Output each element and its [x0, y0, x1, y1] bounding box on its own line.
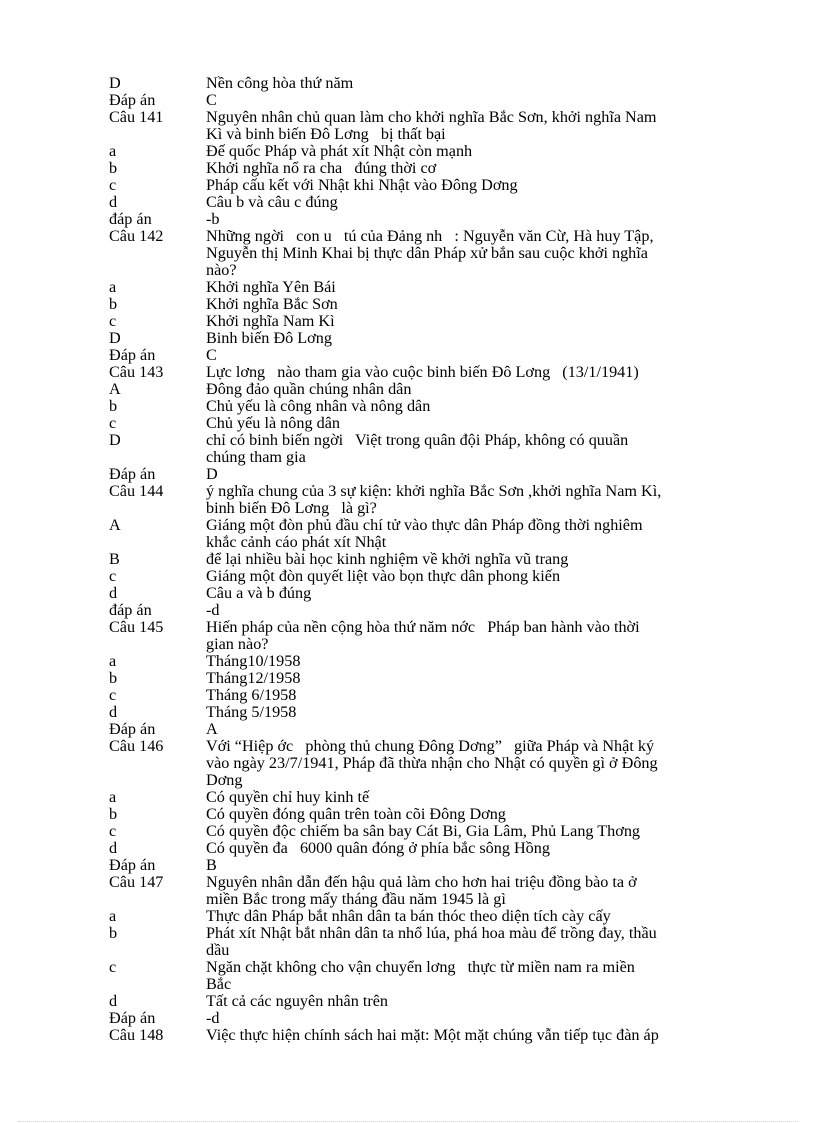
question-row: [109, 109, 749, 143]
row-text: Tất cả các nguyên nhân trên: [206, 992, 389, 1010]
row-text: Tháng10/1958: [206, 652, 301, 670]
question-row: [109, 160, 749, 177]
row-text: -b: [206, 210, 220, 228]
row-text: Thực dân Pháp bắt nhân dân ta bán thóc theo diện tích cày cấy: [206, 907, 611, 925]
row-label: Đáp án: [109, 346, 156, 364]
row-label: a: [109, 907, 117, 925]
question-row: [109, 925, 749, 959]
row-label: b: [109, 295, 118, 313]
row-text: B: [206, 856, 217, 874]
row-text: chỉ có binh biến ngời Việt trong quân đội Pháp, không có quuần chúng tham gia: [206, 431, 629, 466]
row-text: Chủ yếu là công nhân và nông dân: [206, 397, 431, 415]
row-text: Câu b và câu c đúng: [206, 193, 338, 211]
row-text: Tháng 5/1958: [206, 703, 297, 721]
row-text: Nguyên nhân chủ quan làm cho khởi nghĩa Bắc Sơn, khởi nghĩa Nam Kì và binh biến Đô Lơng bị thất bại: [206, 108, 657, 143]
row-label: D: [109, 74, 121, 92]
row-text: Đông đảo quần chúng nhân dân: [206, 380, 412, 398]
row-label: a: [109, 142, 117, 160]
question-row: [109, 466, 749, 483]
question-row: [109, 415, 749, 432]
question-row: [109, 296, 749, 313]
row-text: Giáng một đòn phủ đầu chí tử vào thực dân Pháp đồng thời nghiêm khắc cảnh cáo phát xít Nhật: [206, 516, 643, 551]
question-row: [109, 75, 749, 92]
row-label: a: [109, 788, 117, 806]
row-label: Câu 143: [109, 363, 164, 381]
question-row: [109, 653, 749, 670]
question-list: [109, 75, 749, 1044]
row-label: b: [109, 805, 118, 823]
question-row: [109, 551, 749, 568]
question-row: [109, 721, 749, 738]
row-text: Với “Hiệp ớc phòng thủ chung Đông Dơng” giữa Pháp và Nhật ký vào ngày 23/7/1941, Pháp đã thừa nhận cho Nhật có quyền gì ở Đông Dơng: [206, 737, 658, 789]
row-text: Tháng12/1958: [206, 669, 301, 687]
question-row: [109, 806, 749, 823]
row-label: B: [109, 550, 120, 568]
row-label: b: [109, 924, 118, 942]
row-text: Binh biến Đô Lơng: [206, 329, 332, 347]
question-row: [109, 704, 749, 721]
question-row: [109, 585, 749, 602]
row-label: b: [109, 159, 118, 177]
row-text: Hiến pháp của nền cộng hòa thứ năm nớc Pháp ban hành vào thời gian nào?: [206, 618, 640, 653]
question-row: [109, 279, 749, 296]
question-row: [109, 840, 749, 857]
row-text: D: [206, 465, 218, 483]
question-row: [109, 228, 749, 279]
row-text: Câu a và b đúng: [206, 584, 312, 602]
row-label: c: [109, 567, 117, 585]
row-label: Câu 144: [109, 482, 164, 500]
question-row: [109, 330, 749, 347]
row-text: Nền công hòa thứ năm: [206, 74, 354, 92]
question-row: [109, 959, 749, 993]
row-label: Câu 148: [109, 1026, 164, 1044]
row-label: a: [109, 652, 117, 670]
row-label: Đáp án: [109, 1009, 156, 1027]
row-label: c: [109, 414, 117, 432]
row-label: b: [109, 397, 118, 415]
row-text: Những ngời con u tú của Đảng nh : Nguyễn văn Cừ, Hà huy Tập, Nguyễn thị Minh Khai bị thực dân Pháp xử bắn sau cuộc khởi nghĩa nào?: [206, 227, 654, 279]
row-text: A: [206, 720, 218, 738]
question-row: [109, 211, 749, 228]
row-text: Có quyền đóng quân trên toàn cõi Đông Dơng: [206, 805, 506, 823]
row-text: Pháp cấu kết với Nhật khi Nhật vào Đông Dơng: [206, 176, 518, 194]
row-label: c: [109, 686, 117, 704]
question-row: [109, 789, 749, 806]
row-text: Việc thực hiện chính sách hai mặt: Một mặt chúng vẫn tiếp tục đàn áp: [206, 1026, 659, 1044]
row-text: Khởi nghĩa Bắc Sơn: [206, 295, 338, 313]
row-label: a: [109, 278, 117, 296]
row-label: đáp án: [109, 210, 152, 228]
row-label: Đáp án: [109, 91, 156, 109]
question-row: [109, 738, 749, 789]
row-text: Tháng 6/1958: [206, 686, 297, 704]
question-row: [109, 313, 749, 330]
row-text: Nguyên nhân dẫn đến hậu quả làm cho hơn hai triệu đồng bào ta ở miền Bắc trong mấy tháng đầu năm 1945 là gì: [206, 873, 637, 908]
row-label: c: [109, 176, 117, 194]
row-label: Đáp án: [109, 465, 156, 483]
row-label: b: [109, 669, 118, 687]
row-text: ý nghĩa chung của 3 sự kiện: khởi nghĩa Bắc Sơn ,khởi nghĩa Nam Kì, binh biến Đô Lơng là gì?: [206, 482, 662, 517]
row-label: Đáp án: [109, 856, 156, 874]
question-row: [109, 194, 749, 211]
row-label: c: [109, 312, 117, 330]
row-text: Có quyền độc chiếm ba sân bay Cát Bi, Gia Lâm, Phủ Lang Thơng: [206, 822, 641, 840]
row-text: để lại nhiều bài học kinh nghiệm về khởi nghĩa vũ trang: [206, 550, 569, 568]
row-text: -d: [206, 1009, 220, 1027]
row-text: Lực lơng nào tham gia vào cuộc binh biến Đô Lơng (13/1/1941): [206, 363, 639, 381]
question-row: [109, 1010, 749, 1027]
question-row: [109, 143, 749, 160]
row-label: A: [109, 380, 121, 398]
row-label: Câu 145: [109, 618, 164, 636]
question-row: [109, 908, 749, 925]
page-bottom-divider: [18, 1121, 798, 1122]
question-row: [109, 568, 749, 585]
question-row: [109, 687, 749, 704]
row-label: Câu 142: [109, 227, 164, 245]
row-label: d: [109, 584, 118, 602]
row-label: Câu 146: [109, 737, 164, 755]
question-row: [109, 432, 749, 466]
row-text: Đế quốc Pháp và phát xít Nhật còn mạnh: [206, 142, 473, 160]
row-label: D: [109, 329, 121, 347]
question-row: [109, 602, 749, 619]
row-text: Phát xít Nhật bắt nhân dân ta nhổ lúa, phá hoa màu để trồng đay, thầu dầu: [206, 924, 657, 959]
question-row: [109, 483, 749, 517]
row-text: Khởi nghĩa Yên Bái: [206, 278, 336, 296]
question-row: [109, 857, 749, 874]
row-text: C: [206, 346, 217, 364]
row-text: Khởi nghĩa Nam Kì: [206, 312, 335, 330]
question-row: [109, 398, 749, 415]
row-label: D: [109, 431, 121, 449]
row-text: Có quyền chỉ huy kinh tế: [206, 788, 370, 806]
question-row: [109, 993, 749, 1010]
row-text: -d: [206, 601, 220, 619]
row-text: C: [206, 91, 217, 109]
question-row: [109, 823, 749, 840]
row-label: d: [109, 193, 118, 211]
question-row: [109, 347, 749, 364]
row-label: d: [109, 992, 118, 1010]
row-label: Câu 141: [109, 108, 164, 126]
question-row: [109, 517, 749, 551]
row-label: c: [109, 958, 117, 976]
row-text: Có quyền đa 6000 quân đóng ở phía bắc sông Hồng: [206, 839, 550, 857]
row-text: Ngăn chặt không cho vận chuyển lơng thực từ miền nam ra miền Bắc: [206, 958, 635, 993]
row-label: Đáp án: [109, 720, 156, 738]
question-row: [109, 381, 749, 398]
question-row: [109, 874, 749, 908]
row-label: d: [109, 703, 118, 721]
question-row: [109, 670, 749, 687]
row-label: A: [109, 516, 121, 534]
question-row: [109, 619, 749, 653]
question-row: [109, 364, 749, 381]
row-text: Giáng một đòn quyết liệt vào bọn thực dân phong kiến: [206, 567, 561, 585]
question-row: [109, 92, 749, 109]
row-text: Khởi nghĩa nổ ra cha đúng thời cơ: [206, 159, 437, 177]
row-label: đáp án: [109, 601, 152, 619]
question-row: [109, 177, 749, 194]
row-text: Chủ yếu là nông dân: [206, 414, 340, 432]
row-label: d: [109, 839, 118, 857]
question-row: [109, 1027, 749, 1044]
row-label: Câu 147: [109, 873, 164, 891]
row-label: c: [109, 822, 117, 840]
